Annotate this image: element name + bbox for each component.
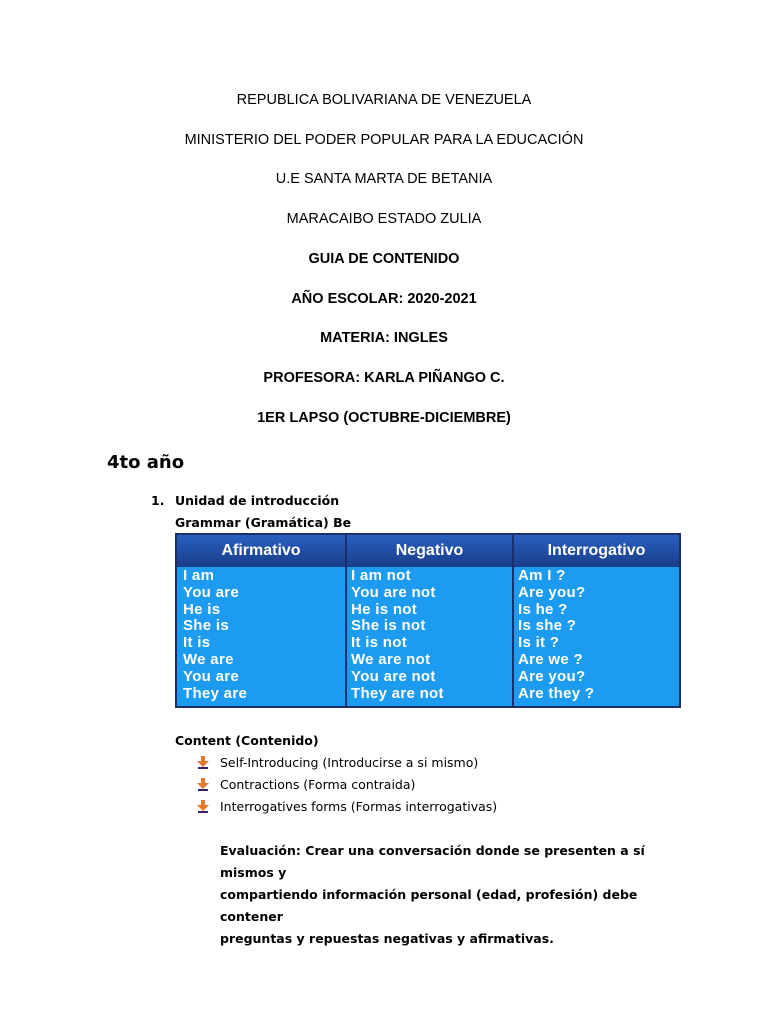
header-republic: REPUBLICA BOLIVARIANA DE VENEZUELA — [236, 92, 532, 108]
negative-form: I am not — [351, 567, 411, 584]
header-location: MARACAIBO ESTADO ZULIA — [286, 211, 482, 227]
affirmative-form: It is — [183, 634, 211, 652]
affirmative-form: You are — [183, 583, 240, 601]
teacher: PROFESORA: KARLA PIÑANGO C. — [263, 370, 505, 386]
affirmative-form: They are — [183, 684, 248, 702]
content-item — [197, 755, 478, 770]
negative-form: He is not — [351, 600, 418, 618]
header-affirmative: Afirmativo — [177, 535, 345, 566]
column-divider — [512, 535, 514, 706]
affirmative-form: We are — [183, 651, 234, 668]
interrogative-form: Are you? — [518, 667, 586, 685]
negative-form: You are not — [351, 583, 436, 601]
unit-number: 1. — [151, 493, 165, 508]
interrogative-form: Are you? — [518, 583, 586, 601]
header-school: U.E SANTA MARTA DE BETANIA — [275, 171, 493, 187]
content-item — [197, 777, 415, 792]
evaluation-line: Evaluación: Crear una conversación donde se presenten a sí mismos y — [220, 843, 645, 880]
content-item-label: Interrogatives forms (Formas interrogativas) — [220, 799, 498, 814]
evaluation-text — [220, 840, 670, 950]
unit-title: Unidad de introducción — [175, 493, 340, 508]
school-year: AÑO ESCOLAR: 2020-2021 — [291, 291, 477, 307]
grammar-title: Grammar (Gramática) Be — [175, 515, 352, 530]
subject: MATERIA: INGLES — [320, 330, 448, 346]
arrow-down-bullet-icon — [197, 756, 209, 769]
negative-form: It is not — [351, 634, 408, 652]
negative-form: They are not — [351, 684, 444, 702]
affirmative-form: I am — [183, 567, 215, 584]
interrogative-form: Is it ? — [518, 634, 560, 652]
affirmative-form: She is — [183, 617, 229, 635]
arrow-down-bullet-icon — [197, 800, 209, 813]
interrogative-form: Am I ? — [518, 567, 566, 584]
verb-be-table — [175, 533, 681, 708]
affirmative-form: You are — [183, 667, 240, 685]
evaluation-line: compartiendo información personal (edad, profesión) debe contener — [220, 887, 638, 924]
affirmative-form: He is — [183, 600, 221, 618]
content-title: Content (Contenido) — [175, 733, 319, 748]
content-item-label: Contractions (Forma contraida) — [220, 777, 416, 792]
negative-form: We are not — [351, 651, 431, 668]
interrogative-form: Is he ? — [518, 600, 568, 618]
header-interrogative: Interrogativo — [514, 535, 679, 566]
column-divider — [345, 535, 347, 706]
guide-title: GUIA DE CONTENIDO — [308, 251, 460, 267]
negative-form: She is not — [351, 617, 426, 635]
header-negative: Negativo — [347, 535, 512, 566]
content-item-label: Self-Introducing (Introducirse a si mismo) — [220, 755, 479, 770]
evaluation-line: preguntas y repuestas negativas y afirmativas. — [220, 931, 554, 946]
arrow-down-bullet-icon — [197, 778, 209, 791]
interrogative-form: Are they ? — [518, 684, 595, 702]
interrogative-form: Is she ? — [518, 617, 577, 635]
content-item — [197, 799, 497, 814]
negative-form: You are not — [351, 667, 436, 685]
interrogative-form: Are we ? — [518, 651, 583, 668]
grade-heading: 4to año — [107, 452, 185, 473]
period: 1ER LAPSO (OCTUBRE-DICIEMBRE) — [257, 410, 511, 426]
header-ministry: MINISTERIO DEL PODER POPULAR PARA LA EDUCACIÓN — [184, 132, 584, 148]
